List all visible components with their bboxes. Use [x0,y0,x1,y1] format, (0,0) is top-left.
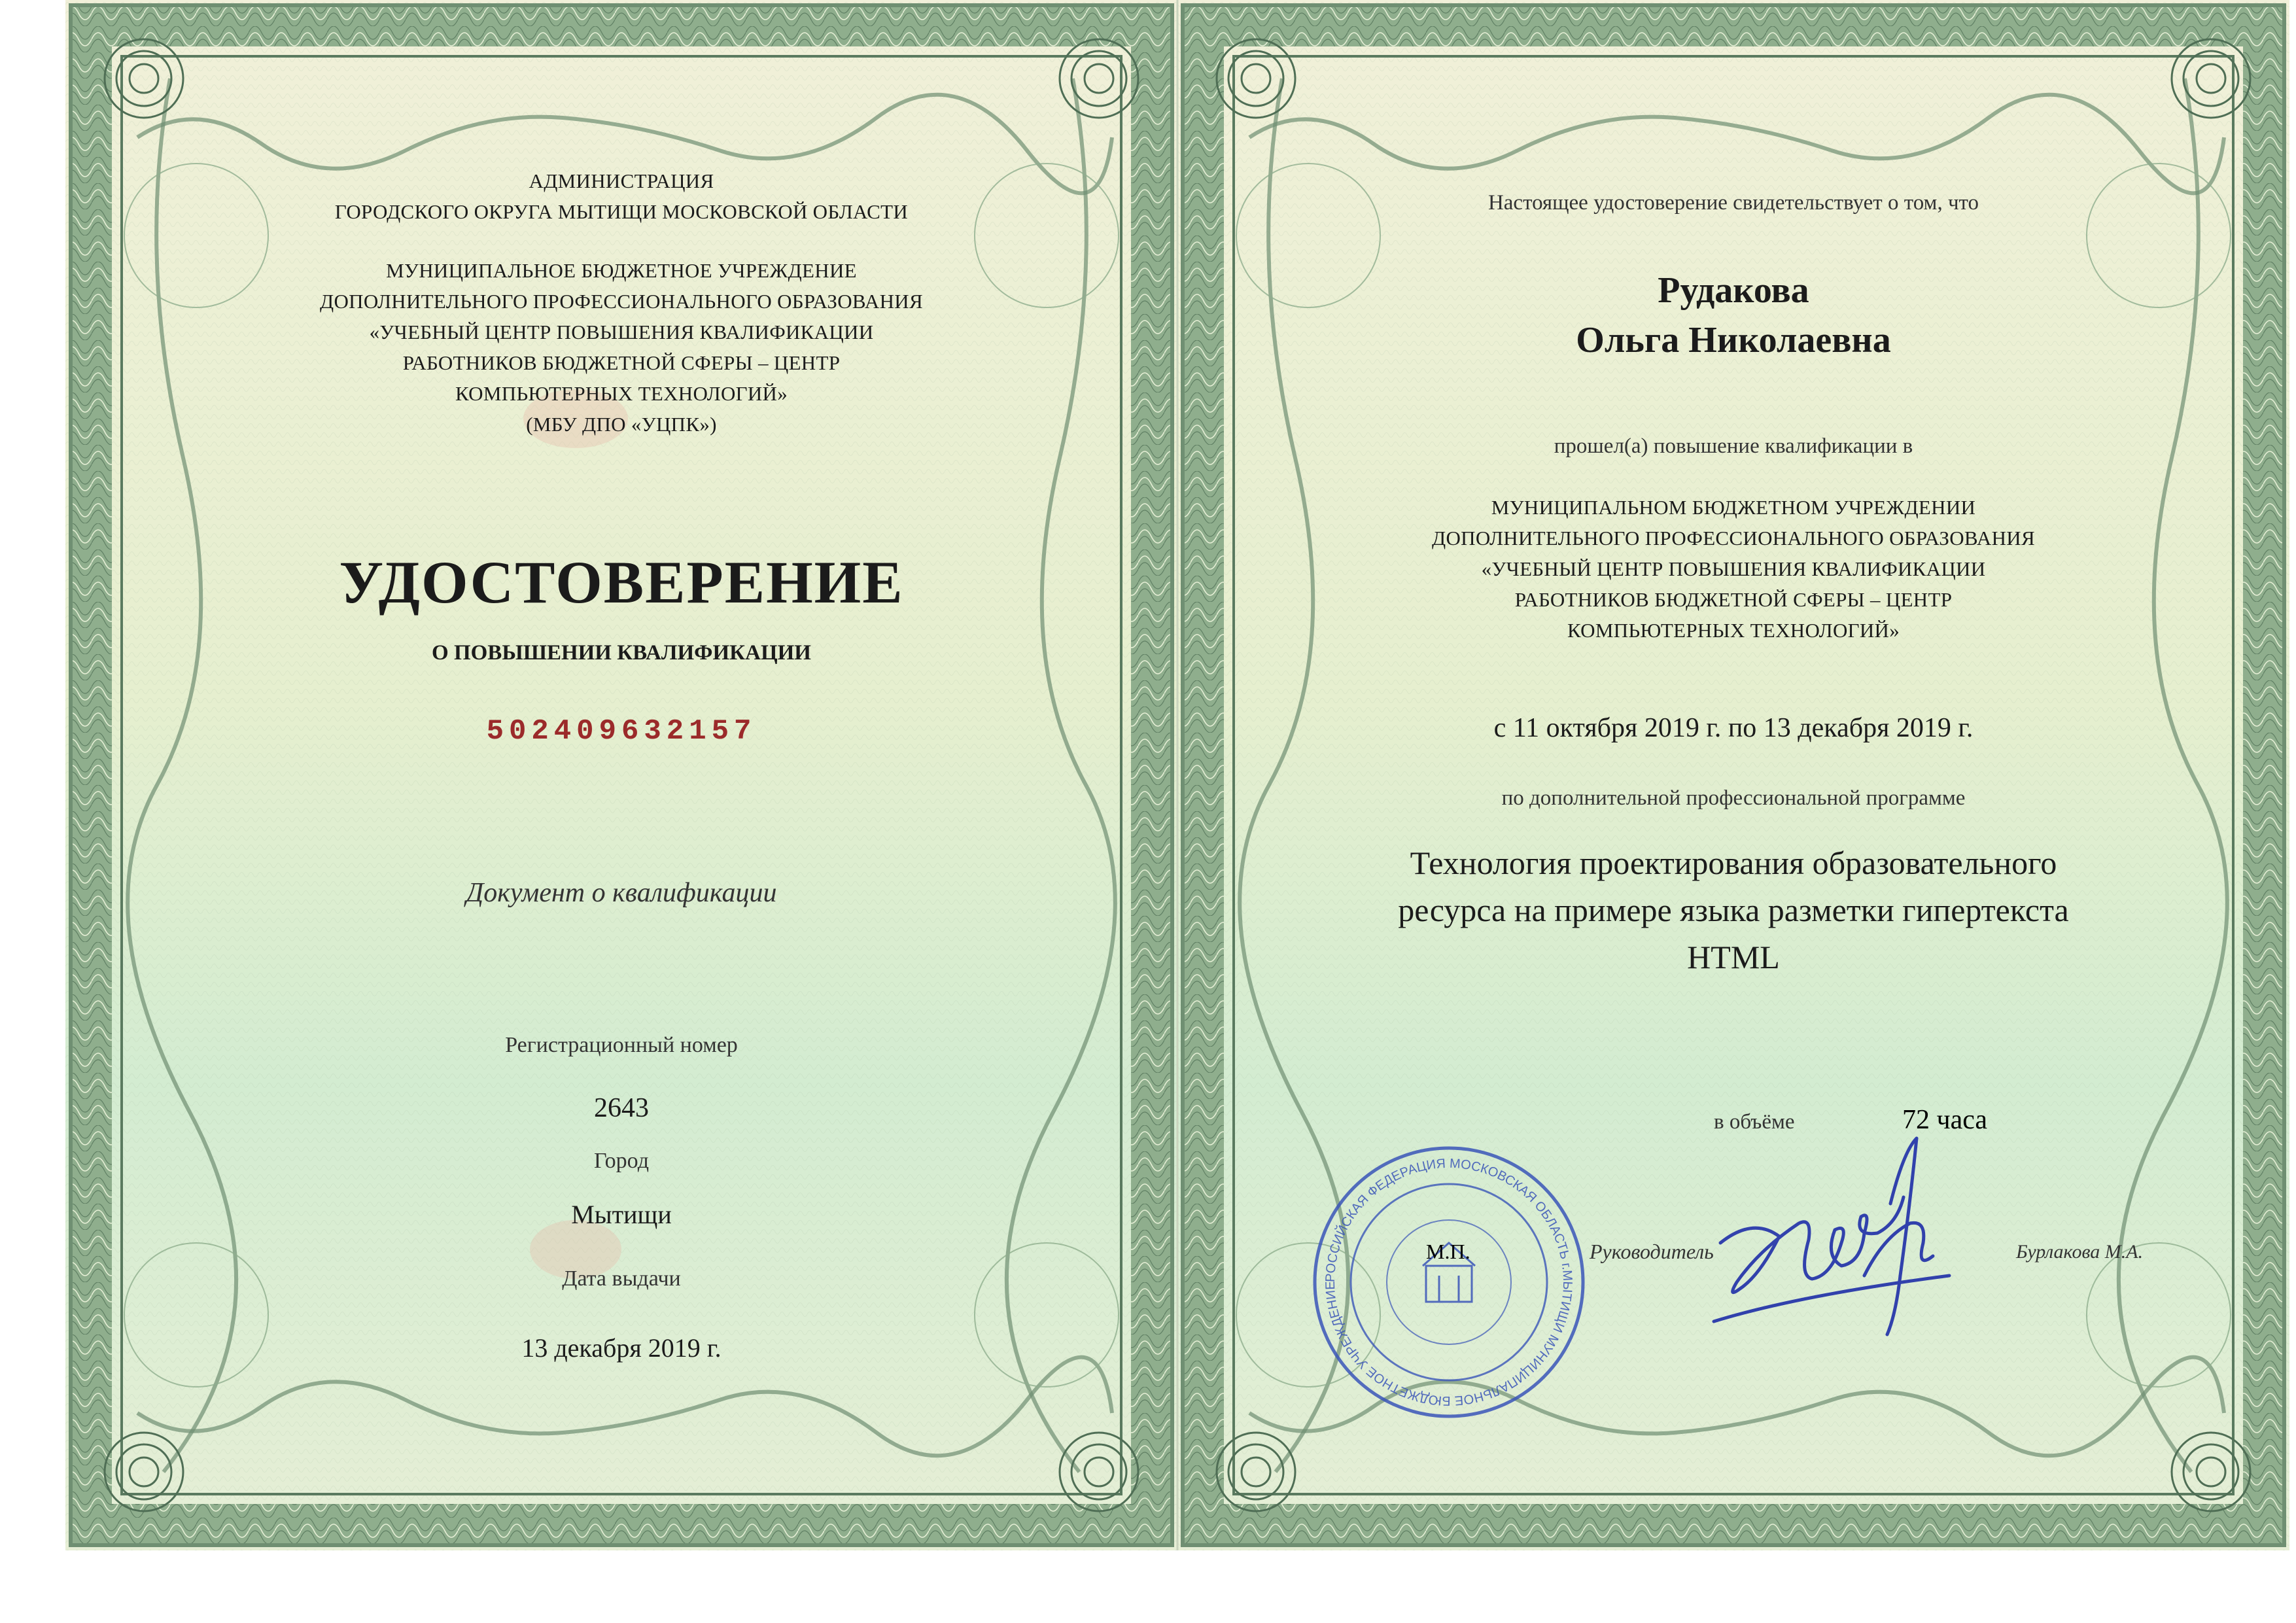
org-line-4: РАБОТНИКОВ БЮДЖЕТНОЙ СФЕРЫ – ЦЕНТР [402,351,841,374]
org-abbreviation: (МБУ ДПО «УЦПК») [526,413,717,436]
stamp-ring-text: РОССИЙСКАЯ ФЕДЕРАЦИЯ МОСКОВСКАЯ ОБЛАСТЬ г.МЫТИЩИ МУНИЦИПАЛЬНОЕ БЮДЖЕТНОЕ УЧРЕЖДЕНИЕ [1323,1156,1575,1408]
serial-number: 502409632157 [486,715,757,748]
certificate-spread [65,0,2289,1550]
right-org-line-1: МУНИЦИПАЛЬНОМ БЮДЖЕТНОМ УЧРЕЖДЕНИИ [1491,496,1976,519]
right-org-line-5: КОМПЬЮТЕРНЫХ ТЕХНОЛОГИЙ» [1567,619,1900,642]
right-org-line-4: РАБОТНИКОВ БЮДЖЕТНОЙ СФЕРЫ – ЦЕНТР [1514,588,1953,611]
document-type: Документ о квалификации [466,878,777,908]
program-title-line-3: HTML [1687,939,1780,975]
registration-label: Регистрационный номер [505,1033,738,1057]
left-page [65,0,1177,1550]
registration-number: 2643 [594,1093,649,1123]
passed-text: прошел(а) повышение квалификации в [1554,434,1913,458]
right-org-line-3: «УЧЕБНЫЙ ЦЕНТР ПОВЫШЕНИЯ КВАЛИФИКАЦИИ [1481,557,1986,580]
issue-date: 13 декабря 2019 г. [521,1333,722,1363]
stamp-place-mark: М.П. [1426,1240,1470,1263]
head-name: Бурлакова М.А. [2016,1241,2144,1263]
org-line-2: ДОПОЛНИТЕЛЬНОГО ПРОФЕССИОНАЛЬНОГО ОБРАЗОВАНИЯ [320,290,923,313]
admin-line-1: АДМИНИСТРАЦИЯ [529,169,714,192]
recipient-given-names: Ольга Николаевна [1576,320,1891,360]
org-line-1: МУНИЦИПАЛЬНОЕ БЮДЖЕТНОЕ УЧРЕЖДЕНИЕ [386,259,857,282]
program-title-line-1: Технология проектирования образовательного [1410,845,2057,881]
recipient-surname: Рудакова [1658,270,1809,311]
org-line-3: «УЧЕБНЫЙ ЦЕНТР ПОВЫШЕНИЯ КВАЛИФИКАЦИИ [369,321,874,343]
volume-value: 72 часа [1902,1105,1988,1135]
program-title-line-2: ресурса на примере языка разметки гипертекста [1398,892,2069,928]
intro-text: Настоящее удостоверение свидетельствует о том, что [1487,191,1979,215]
official-stamp [1305,1138,1593,1426]
city-label: Город [594,1149,649,1173]
right-page [1177,0,2289,1550]
org-line-5: КОМПЬЮТЕРНЫХ ТЕХНОЛОГИЙ» [455,382,788,405]
city-value: Мытищи [571,1200,672,1229]
head-label: Руководитель [1590,1240,1714,1263]
training-period: с 11 октября 2019 г. по 13 декабря 2019 г. [1493,713,1974,743]
certificate-title: УДОСТОВЕРЕНИЕ [339,549,904,616]
right-org-line-2: ДОПОЛНИТЕЛЬНОГО ПРОФЕССИОНАЛЬНОГО ОБРАЗОВАНИЯ [1432,527,2035,550]
admin-line-2: ГОРОДСКОГО ОКРУГА МЫТИЩИ МОСКОВСКОЙ ОБЛАСТИ [334,200,909,223]
handwritten-signature [1701,1125,1975,1374]
volume-label: в объёме [1714,1110,1795,1134]
certificate-subtitle: О ПОВЫШЕНИИ КВАЛИФИКАЦИИ [432,641,811,665]
issue-date-label: Дата выдачи [562,1266,681,1291]
program-label: по дополнительной профессиональной программе [1501,786,1966,810]
